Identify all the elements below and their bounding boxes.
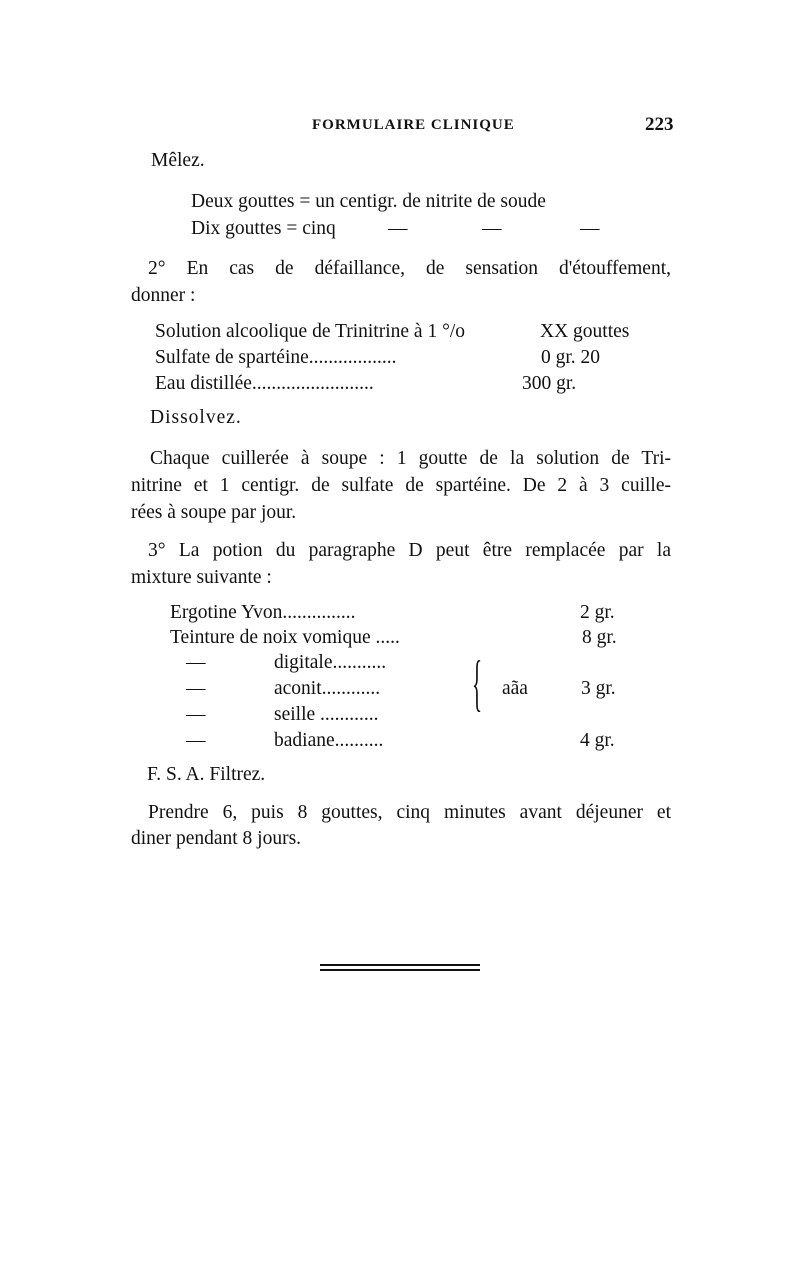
recipe2-qty-6: 4 gr.	[580, 730, 615, 751]
recipe2-qty-2: 8 gr.	[582, 627, 617, 648]
recipe1-name-1: Solution alcoolique de Trinitrine à 1 °/o	[155, 321, 466, 342]
chaque-line-2: nitrine et 1 centigr. de sulfate de spartéine. De 2 à 3 cuille-	[131, 475, 671, 496]
drops-line-2-label: Dix gouttes = cinq	[191, 218, 336, 239]
drops-line-1: Deux gouttes = un centigr. de nitrite de soude	[191, 191, 546, 212]
ditto-dash-3: —	[580, 218, 600, 239]
rule-line-1	[320, 964, 480, 966]
recipe1-qty-2: 0 gr. 20	[541, 347, 601, 368]
recipe1-qty-3: 300 gr.	[522, 373, 577, 394]
recipe2-dash-4: —	[186, 678, 206, 699]
recipe2-dash-6: —	[186, 730, 206, 751]
recipe1-name-2: Sulfate de spartéine..................	[155, 347, 397, 368]
recipe2-name-2: Teinture de noix vomique .....	[170, 627, 400, 648]
recipe2-name-5: seille ............	[274, 704, 379, 725]
chaque-line-3: rées à soupe par jour.	[131, 502, 297, 523]
recipe2-name-6: badiane..........	[274, 730, 384, 751]
prendre-line-2: diner pendant 8 jours.	[131, 828, 302, 849]
recipe2-name-4: aconit............	[274, 678, 381, 699]
para3-line-2: mixture suivante :	[131, 567, 272, 588]
rule-line-2	[320, 969, 480, 971]
para2-line-2: donner :	[131, 285, 196, 306]
recipe2-qty-1: 2 gr.	[580, 602, 615, 623]
recipe2-name-3: digitale...........	[274, 652, 387, 673]
recipe1-name-3: Eau distillée.........................	[155, 373, 374, 394]
recipe2-qty-4: 3 gr.	[581, 678, 616, 699]
para2-line-1: 2° En cas de défaillance, de sensation d'étouffement,	[148, 258, 671, 279]
prendre-line-1: Prendre 6, puis 8 gouttes, cinq minutes avant déjeuner et	[148, 802, 671, 823]
dissolvez-text: Dissolvez.	[150, 407, 242, 428]
ditto-dash-1: —	[388, 218, 408, 239]
fsa-text: F. S. A. Filtrez.	[147, 764, 266, 785]
page-number: 223	[645, 114, 674, 135]
para3-line-1: 3° La potion du paragraphe D peut être remplacée par la	[148, 540, 671, 561]
running-title: FORMULAIRE CLINIQUE	[312, 117, 515, 133]
curly-brace: {	[472, 647, 483, 718]
ditto-dash-2: —	[482, 218, 502, 239]
recipe2-dash-5: —	[186, 704, 206, 725]
chaque-line-1: Chaque cuillerée à soupe : 1 goutte de la solution de Tri-	[150, 448, 671, 469]
recipe2-name-1: Ergotine Yvon...............	[170, 602, 356, 623]
recipe2-dash-3: —	[186, 652, 206, 673]
ana-label: aãa	[502, 678, 528, 699]
melez-text: Mêlez.	[151, 150, 205, 171]
recipe1-qty-1: XX gouttes	[540, 321, 630, 342]
